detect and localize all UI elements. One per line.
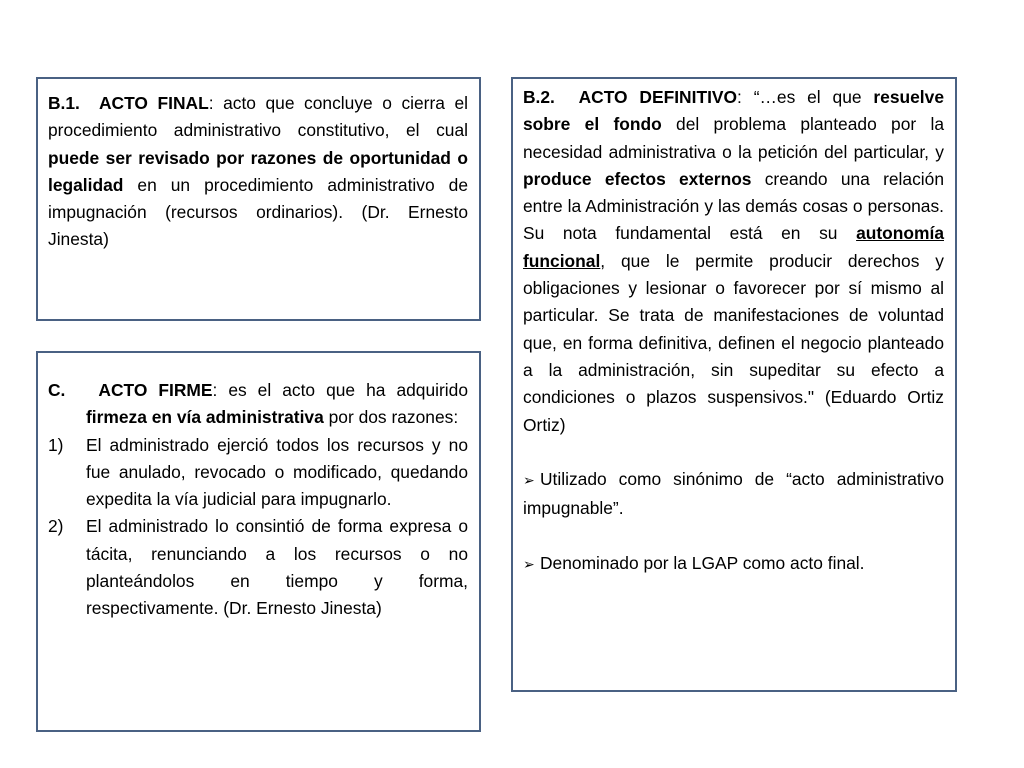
acto-definitivo-bold-1: resuelve sobre el fondo	[523, 87, 944, 135]
list-item	[48, 432, 468, 514]
list-item	[48, 513, 468, 622]
acto-definitivo-text-2: del problema planteado por la necesidad administrativa o la petición del particular, y	[523, 114, 945, 162]
arrow-bullet-icon: ➢	[523, 473, 535, 490]
bullet-text-1: Utilizado como sinónimo de “acto administrativo impugnable”.	[523, 469, 944, 519]
list-item-text: El administrado lo consintió de forma expresa o tácita, renunciando a los recursos o no planteándolos en tiempo y forma, respectivamente. (Dr. Ernesto Jinesta)	[86, 516, 468, 619]
acto-definitivo-text-4: , que le permite producir derechos y obligaciones y lesionar o favorecer por sí mismo al particular. Se trata de manifestaciones de voluntad que, en forma definitiva, definen el negocio planteado a la administración, sin supeditar su efecto a condiciones o plazos suspensivos." (Eduardo Ortiz Ortiz)	[523, 250, 944, 435]
list-item-number: 1)	[48, 434, 64, 455]
bullet-text-2: Denominado por la LGAP como acto final.	[540, 553, 865, 574]
acto-final-label: B.1.	[48, 93, 80, 113]
acto-firme-box	[36, 351, 481, 732]
acto-final-text-2: en un procedimiento administrativo de impugnación (recursos ordinarios). (Dr. Ernesto Jinesta)	[48, 174, 468, 250]
acto-definitivo-bold-2: produce efectos externos	[523, 168, 752, 189]
acto-definitivo-title: ACTO DEFINITIVO	[578, 87, 738, 107]
list-item-text: El administrado ejerció todos los recursos y no fue anulado, revocado o modificado, quedando expedita la vía judicial para impugnarlo.	[86, 434, 468, 510]
acto-final-sep: :	[208, 93, 214, 113]
acto-definitivo-text-1: : “…es el que	[737, 87, 874, 107]
acto-final-text-1: acto que concluye o cierra el procedimiento administrativo constitutivo, el cual	[48, 93, 469, 141]
acto-firme-text-2: por dos razones:	[323, 407, 459, 428]
acto-firme-reasons-list	[48, 432, 468, 623]
acto-definitivo-box	[511, 77, 957, 692]
acto-firme-label: C.	[48, 380, 66, 400]
acto-firme-bold-1: firmeza en vía administrativa	[86, 407, 324, 428]
bullet-item-1	[523, 466, 944, 523]
acto-definitivo-bold-underline: autonomía funcional	[523, 223, 944, 271]
acto-definitivo-paragraph	[523, 84, 944, 439]
acto-definitivo-label: B.2.	[523, 87, 555, 107]
acto-firme-title: ACTO FIRME	[98, 380, 213, 400]
acto-firme-text-1: : es el acto que ha adquirido	[212, 380, 469, 400]
bullet-item-2	[523, 550, 944, 579]
acto-final-box	[36, 77, 481, 321]
acto-final-paragraph	[48, 90, 468, 254]
arrow-bullet-icon: ➢	[523, 557, 535, 574]
acto-firme-paragraph	[48, 377, 468, 432]
acto-final-bold-1: puede ser revisado por razones de oportunidad o legalidad	[48, 147, 468, 195]
acto-definitivo-text-3: creando una relación entre la Administración y las demás cosas o personas. Su nota fundamental está en su	[523, 168, 944, 244]
list-item-number: 2)	[48, 516, 64, 537]
acto-final-title: ACTO FINAL	[99, 93, 209, 113]
